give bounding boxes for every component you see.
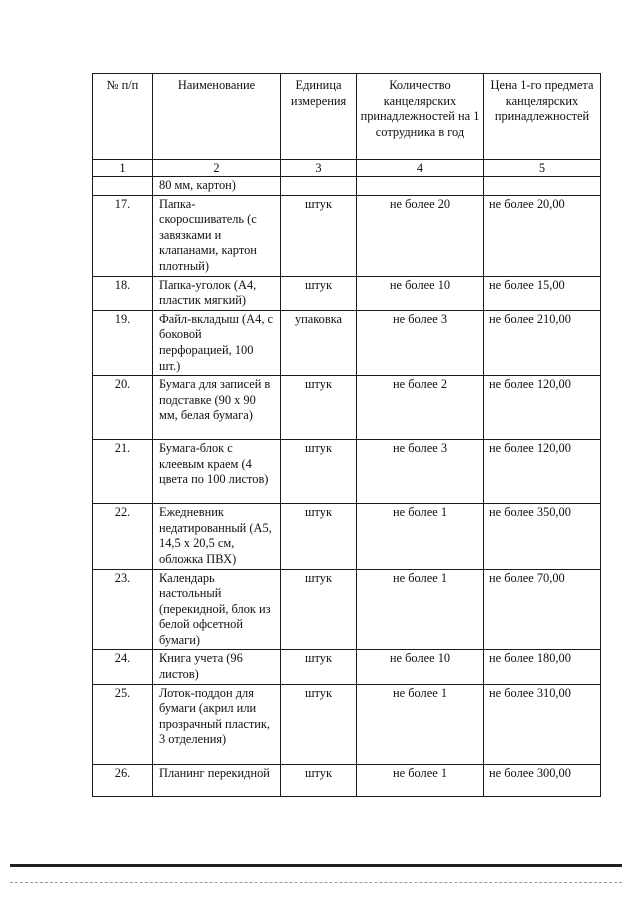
page-bottom-rule (10, 864, 622, 867)
row-number: 20. (93, 376, 153, 440)
item-price: не более 300,00 (484, 764, 601, 796)
row-number (93, 177, 153, 196)
row-number: 17. (93, 195, 153, 276)
item-price: не более 70,00 (484, 569, 601, 650)
table-row (93, 764, 601, 796)
item-quantity: не более 3 (357, 440, 484, 504)
item-name: Лоток-поддон для бумаги (акрил или прозрачный пластик, 3 отделения) (153, 684, 281, 764)
table-row (93, 276, 601, 310)
header-num: № п/п (93, 74, 153, 160)
item-quantity: не более 1 (357, 684, 484, 764)
row-number: 23. (93, 569, 153, 650)
header-price: Цена 1-го предмета канцелярских принадлежностей (484, 74, 601, 160)
header-row (93, 74, 601, 160)
row-number: 25. (93, 684, 153, 764)
row-number: 21. (93, 440, 153, 504)
item-quantity: не более 20 (357, 195, 484, 276)
item-price: не более 180,00 (484, 650, 601, 684)
column-number: 3 (281, 160, 357, 177)
table-body (93, 177, 601, 797)
header-unit: Единица измерения (281, 74, 357, 160)
item-unit: штук (281, 504, 357, 569)
table-row (93, 504, 601, 569)
page-bottom-dashed-rule (10, 882, 622, 883)
item-name: Папка-уголок (А4, пластик мягкий) (153, 276, 281, 310)
item-unit (281, 177, 357, 196)
table-row (93, 376, 601, 440)
item-name: Планинг перекидной (153, 764, 281, 796)
item-name: Папка-скоросшиватель (с завязками и клапанами, картон плотный) (153, 195, 281, 276)
column-number: 2 (153, 160, 281, 177)
item-price: не более 120,00 (484, 440, 601, 504)
item-name: Файл-вкладыш (А4, с боковой перфорацией, 100 шт.) (153, 310, 281, 375)
item-unit: штук (281, 764, 357, 796)
item-price: не более 20,00 (484, 195, 601, 276)
item-unit: штук (281, 376, 357, 440)
item-name: Бумага-блок с клеевым краем (4 цвета по 100 листов) (153, 440, 281, 504)
item-quantity: не более 2 (357, 376, 484, 440)
item-unit: штук (281, 195, 357, 276)
item-quantity: не более 3 (357, 310, 484, 375)
table-row (93, 650, 601, 684)
column-number: 1 (93, 160, 153, 177)
row-number: 24. (93, 650, 153, 684)
header-name: Наименование (153, 74, 281, 160)
column-number-row (93, 160, 601, 177)
header-qty: Количество канцелярских принадлежностей на 1 сотрудника в год (357, 74, 484, 160)
item-name: Бумага для записей в подставке (90 х 90 мм, белая бумага) (153, 376, 281, 440)
item-name: Книга учета (96 листов) (153, 650, 281, 684)
item-price (484, 177, 601, 196)
item-unit: штук (281, 569, 357, 650)
item-quantity: не более 10 (357, 650, 484, 684)
column-number: 5 (484, 160, 601, 177)
item-unit: штук (281, 440, 357, 504)
item-quantity: не более 1 (357, 569, 484, 650)
row-number: 26. (93, 764, 153, 796)
table-row (93, 569, 601, 650)
item-quantity: не более 10 (357, 276, 484, 310)
item-price: не более 120,00 (484, 376, 601, 440)
item-unit: штук (281, 684, 357, 764)
item-price: не более 15,00 (484, 276, 601, 310)
column-number: 4 (357, 160, 484, 177)
item-quantity (357, 177, 484, 196)
item-quantity: не более 1 (357, 504, 484, 569)
item-price: не более 350,00 (484, 504, 601, 569)
item-unit: штук (281, 650, 357, 684)
table-row (93, 195, 601, 276)
row-number: 22. (93, 504, 153, 569)
item-unit: штук (281, 276, 357, 310)
stationery-table (92, 73, 601, 797)
item-price: не более 310,00 (484, 684, 601, 764)
table-row (93, 684, 601, 764)
item-name: 80 мм, картон) (153, 177, 281, 196)
item-price: не более 210,00 (484, 310, 601, 375)
table-row (93, 177, 601, 196)
row-number: 18. (93, 276, 153, 310)
item-name: Календарь настольный (перекидной, блок из белой офсетной бумаги) (153, 569, 281, 650)
item-quantity: не более 1 (357, 764, 484, 796)
item-unit: упаковка (281, 310, 357, 375)
item-name: Ежедневник недатированный (А5, 14,5 х 20,5 см, обложка ПВХ) (153, 504, 281, 569)
table-row (93, 310, 601, 375)
table-row (93, 440, 601, 504)
row-number: 19. (93, 310, 153, 375)
